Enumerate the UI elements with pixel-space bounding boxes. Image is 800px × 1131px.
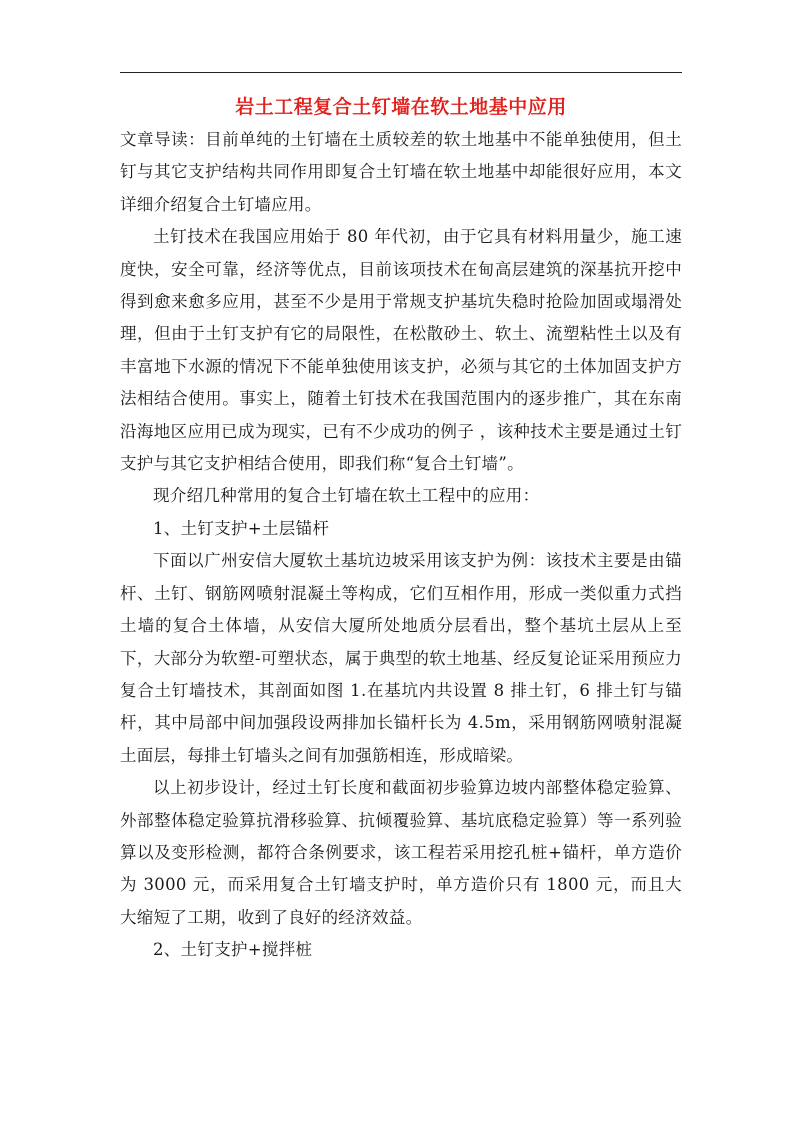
section-heading: 2、土钉支护+搅拌桩 [153, 940, 313, 960]
body-paragraph: 土钉技术在我国应用始于 80 年代初，由于它具有材料用量少，施工速度快，安全可靠，经济等优点，目前该项技术在甸高层建筑的深基抗开挖中得到愈来愈多应用，甚至不少是用于常规支护基坑失稳时抢险加固或塌滑处理，但由于土钉支护有它的局限性，在松散砂土、软土、流塑粘性土以及有丰富地下水源的情况下不能单独使用该支护，必须与其它的土体加固支护方法相结合使用。事实上，随着土钉技术在我国范围内的逐步推广，其在东南沿海地区应用已成为现实，已有不少成功的例子 ，该种技术主要是通过土钉支护与其它支护相结合使用，即我们称“复合土钉墙”。 [120, 227, 682, 474]
body-paragraph: 下面以广州安信大厦软土基坑边坡采用该支护为例：该技术主要是由锚杆、土钉、钢筋网喷射混凝土等构成，它们互相作用，形成一类似重力式挡土墙的复合土体墙，从安信大厦所处地质分层看出，整个基坑土层从上至下，大部分为软塑-可塑状态，属于典型的软土地基、经反复论证采用预应力复合土钉墙技术，其剖面如图 1.在基坑内共设置 8 排土钉，6 排土钉与锚杆，其中局部中间加强段设两排加长锚杆长为 4.5m，采用钢筋网喷射混凝土面层，每排土钉墙头之间有加强筋相连，形成暗梁。 [120, 551, 682, 765]
body-paragraph: 以上初步设计，经过土钉长度和截面初步验算边坡内部整体稳定验算、外部整体稳定验算抗滑移验算、抗倾覆验算、基坑底稳定验算）等一系列验算以及变形检测，都符合条例要求，该工程若采用挖孔桩+锚杆，单方造价为 3000 元，而采用复合土钉墙支护时，单方造价只有 1800 元，而且大大缩短了工期，收到了良好的经济效益。 [120, 778, 682, 927]
section-heading: 1、土钉支护+土层锚杆 [153, 518, 330, 538]
header-rule [120, 72, 682, 73]
document-title: 岩土工程复合土钉墙在软土地基中应用 [235, 96, 567, 118]
body-paragraph: 现介绍几种常用的复合土钉墙在软土工程中的应用： [153, 486, 540, 506]
intro-paragraph: 文章导读：目前单纯的土钉墙在土质较差的软土地基中不能单独使用，但土钉与其它支护结构共同作用即复合土钉墙在软土地基中却能很好应用，本文详细介绍复合土钉墙应用。 [120, 130, 682, 214]
document-page [120, 92, 682, 967]
